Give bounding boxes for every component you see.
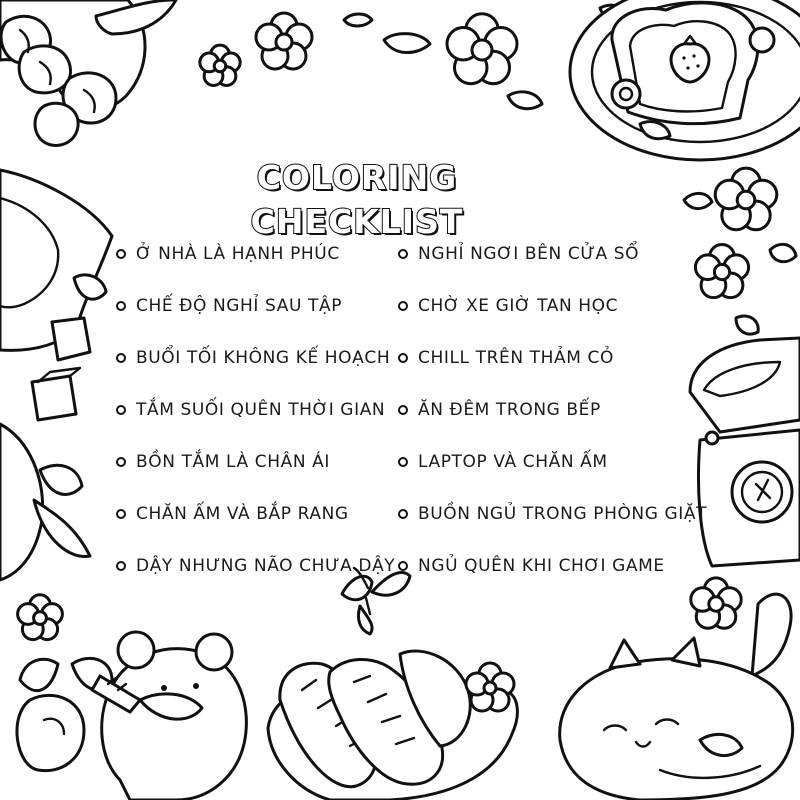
checklist-item-label: ĂN ĐÊM TRONG BẾP — [418, 400, 601, 420]
bullet-icon — [398, 509, 408, 519]
flower-bouquet-illustration — [0, 0, 176, 145]
checklist-item-label: Ở NHÀ LÀ HẠNH PHÚC — [136, 244, 340, 264]
cake-slice-illustration — [0, 170, 112, 580]
checklist-item — [116, 488, 386, 540]
checklist-item — [116, 280, 386, 332]
checklist-item-label: NGỦ QUÊN KHI CHƠI GAME — [418, 556, 665, 576]
bullet-icon — [116, 249, 126, 259]
sleeping-cat-illustration — [560, 578, 793, 800]
checklist-item — [398, 332, 688, 384]
bullet-icon — [116, 301, 126, 311]
daisy-flowers-illustration — [200, 5, 626, 108]
bullet-icon — [398, 249, 408, 259]
checklist-item-label: BUỒN NGỦ TRONG PHÒNG GIẶT — [418, 504, 708, 524]
checklist-item-label: CHILL TRÊN THẢM CỎ — [418, 348, 614, 368]
bullet-icon — [116, 561, 126, 571]
bullet-icon — [116, 405, 126, 415]
checklist-right-column — [398, 228, 708, 592]
checklist-item-label: CHĂN ẤM VÀ BẮP RANG — [136, 504, 349, 524]
checklist-item-label: BUỔI TỐI KHÔNG KẾ HOẠCH — [136, 348, 391, 368]
checklist-item — [116, 540, 396, 592]
checklist-item-label: DẬY NHƯNG NÃO CHƯA DẬY — [136, 556, 396, 576]
checklist-item-label: CHẾ ĐỘ NGHỈ SAU TẬP — [136, 296, 343, 316]
checklist-item — [116, 332, 391, 384]
bullet-icon — [398, 301, 408, 311]
bullet-icon — [398, 405, 408, 415]
bread-basket-illustration — [268, 568, 517, 800]
bullet-icon — [116, 457, 126, 467]
checklist-item-label: CHỜ XE GIỜ TAN HỌC — [418, 296, 619, 316]
checklist-left-column — [116, 228, 396, 592]
checklist-item — [398, 228, 688, 280]
checklist-item-label: LAPTOP VÀ CHĂN ẤM — [418, 452, 608, 472]
checklist-item — [398, 384, 688, 436]
bullet-icon — [116, 509, 126, 519]
checklist-item — [398, 436, 688, 488]
checklist-item — [398, 280, 688, 332]
strawberry-toast-plate-illustration — [570, 0, 800, 160]
bullet-icon — [398, 561, 408, 571]
checklist-item — [116, 436, 386, 488]
bullet-icon — [398, 353, 408, 363]
checklist-item — [116, 228, 386, 280]
checklist-item — [116, 384, 386, 436]
checklist-item-label: BỒN TẮM LÀ CHÂN ÁI — [136, 452, 330, 472]
checklist-item — [398, 488, 708, 540]
checklist-item-label: NGHỈ NGƠI BÊN CỬA SỔ — [418, 244, 640, 264]
teddy-bear-illustration — [17, 595, 246, 800]
bullet-icon — [116, 353, 126, 363]
page-title: COLORING CHECKLIST — [250, 158, 464, 241]
checklist-item — [398, 540, 688, 592]
checklist-item-label: TẮM SUỐI QUÊN THỜI GIAN — [136, 400, 386, 420]
bullet-icon — [398, 457, 408, 467]
